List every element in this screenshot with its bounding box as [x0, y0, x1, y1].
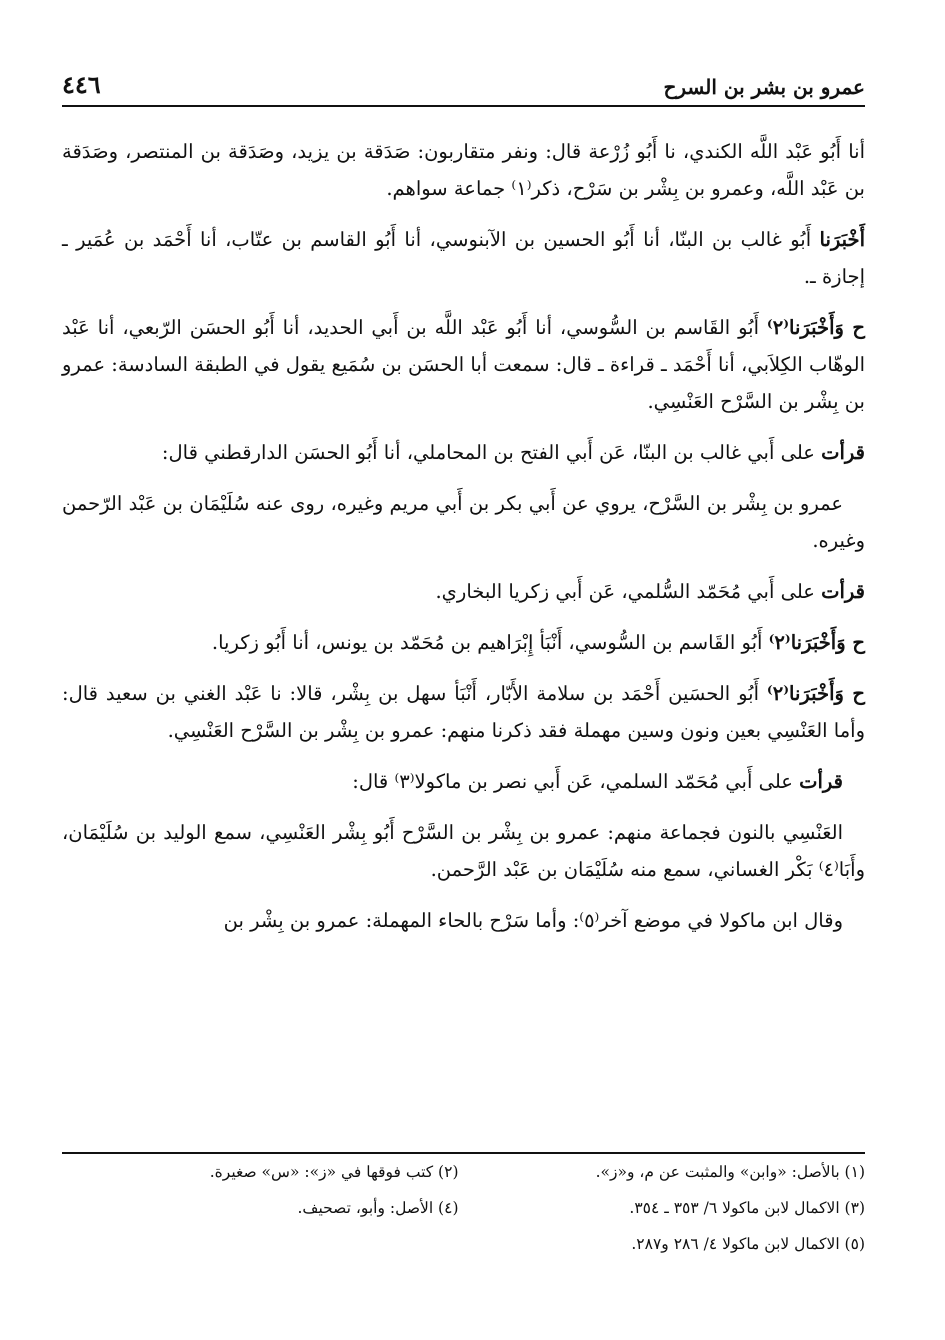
paragraph-lead: قرأت — [821, 441, 865, 464]
running-title: عمرو بن بشر بن السرح — [663, 75, 865, 99]
paragraph-text: وقال ابن ماكولا في موضع آخر⁽٥⁾: وأما سَرْح بالحاء المهملة: عمرو بن بِشْر بن — [223, 909, 843, 932]
paragraph — [62, 624, 865, 661]
paragraph — [62, 763, 865, 800]
paragraph-text: على أَبي مُحَمّد السلمي، عَن أَبي نصر بن ماكولا⁽٣⁾ قال: — [352, 770, 800, 793]
paragraph — [62, 221, 865, 295]
paragraph-text: أَبُو الحسَين أَحْمَد بن سلامة الأَبّار، أَنْبَأ سهل بن بِشْر، قالا: نا عَبْد الغني بن سعيد قال: وأما العَنْسِي بعين ونون وسين مهملة فقد ذكرنا منهم: عمرو بن بِشْر بن السَّرْح العَنْسِي. — [62, 682, 865, 742]
paragraph-lead: ح وَأَخْبَرَنا⁽٢⁾ — [766, 682, 865, 705]
paragraph — [62, 573, 865, 610]
page-number: ٤٤٦ — [62, 70, 101, 99]
paragraph-text: على أَبي مُحَمّد السُّلمي، عَن أَبي زكريا البخاري. — [435, 580, 822, 603]
paragraph — [62, 902, 865, 939]
paragraph-lead: قرأت — [799, 770, 843, 793]
footnote-5: (٥) الاكمال لابن ماكولا ٤/ ٢٨٦ و٢٨٧. — [631, 1235, 865, 1253]
body-text — [62, 133, 865, 939]
page-header — [62, 70, 865, 107]
paragraph — [62, 133, 865, 207]
footnote-3: (٣) الاكمال لابن ماكولا ٦/ ٣٥٣ ـ ٣٥٤. — [629, 1199, 865, 1217]
footnote-1: (١) بالأصل: «وابن» والمثبت عن م، و«ز». — [595, 1163, 865, 1181]
paragraph-lead: ح وَأَخْبَرَنا⁽٢⁾ — [768, 631, 865, 654]
paragraph — [62, 434, 865, 471]
paragraph-text: العَنْسِي بالنون فجماعة منهم: عمرو بن بِشْر بن السَّرْح أَبُو بِشْر العَنْسِي، سمع الوليد بن سُلَيْمَان، وأَبَا⁽٤⁾ بَكْر الغساني، سمع منه سُلَيْمَان بن عَبْد الرَّحمن. — [62, 821, 865, 881]
paragraph — [62, 309, 865, 420]
paragraph-text: على أَبي غالب بن البنّا، عَن أَبي الفتح بن المحاملي، أنا أَبُو الحسَن الدارقطني قال: — [161, 441, 822, 464]
paragraph-text: عمرو بن بِشْر بن السَّرْح، يروي عن أَبي بكر بن أَبي مريم وغيره، روى عنه سُلَيْمَان بن عَبْد الرّحمن وغيره. — [62, 492, 865, 552]
footnote-grid — [62, 1154, 865, 1262]
paragraph-text: أَبُو القَاسم بن السُّوسي، أَنْبَأ إِبْرَاهيم بن مُحَمّد بن يونس، أنا أَبُو زكريا. — [211, 631, 769, 654]
paragraph-text: أنا أَبُو عَبْد اللَّه الكندي، نا أَبُو زُرْعة قال: ونفر متقاربون: صَدَقة بن يزيد، وصَدَقة بن المنتصر، وصَدَقة بن عَبْد اللَّه، وعمرو بن بِشْر بن سَرْح، ذكر⁽١⁾ جماعة سواهم. — [62, 140, 865, 200]
paragraph-lead: قرأت — [821, 580, 865, 603]
footnote-2: (٢) كتب فوقها في «ز»: «س» صغيرة. — [209, 1163, 459, 1181]
paragraph-text: أَبُو القَاسم بن السُّوسي، أنا أَبُو عَبْد اللَّه بن أَبي الحديد، أنا أَبُو الحسَن الرّبعي، أنا عَبْد الوهّاب الكِلاَبي، أنا أَحْمَد ـ قراءة ـ قال: سمعت أبا الحسَن بن سُمَيع يقول في الطبقة السادسة: عمرو بن بِشْر بن السَّرْح العَنْسِي. — [62, 316, 865, 413]
paragraph-lead: أَخْبَرَنا — [819, 228, 865, 251]
paragraph — [62, 814, 865, 888]
paragraph-text: أَبُو غالب بن البنّا، أنا أَبُو الحسين بن الآبنوسي، أنا أَبُو القاسم بن عتّاب، أنا أَحْمَد بن عُمَير ـ إجازة ـ. — [62, 228, 865, 288]
footnotes — [62, 1152, 865, 1262]
paragraph — [62, 675, 865, 749]
paragraph-lead: ح وَأَخْبَرَنا⁽٢⁾ — [766, 316, 865, 339]
footnote-4: (٤) الأصل: وأبو، تصحيف. — [297, 1199, 459, 1217]
paragraph — [62, 485, 865, 559]
